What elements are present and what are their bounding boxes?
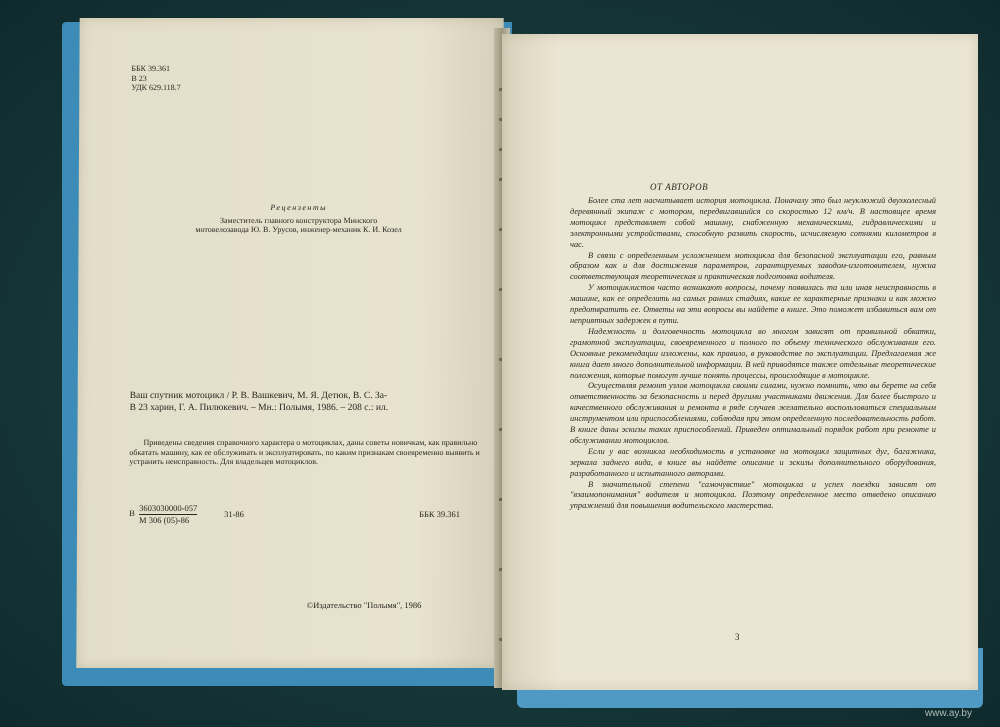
paragraph: Если у вас возникла необходимость в установке на мотоцикл защитных дуг, багажника, зеркала заднего вида, в книге вы найдете описание и эскизы дополнительного оборудования, разработанного и испытанного авторами.: [570, 446, 936, 478]
code-31: 31-86: [224, 509, 244, 519]
paragraph: У мотоциклистов часто возникают вопросы, почему появилась та или иная неисправность в машине, как ее определить на самых ранних стадиях, какие ее характерные признаки и как можно предотвратить ее. Ответы на эти вопросы вы найдете в книге. Это поможет избавиться вам от неприятных задержек в пути.: [570, 283, 936, 325]
paragraph: Более ста лет насчитывает история мотоцикла. Поначалу это был неуклюжий двухколесный деревянный экипаж с мотором, передвигавшийся со скоростью 12 км/ч. В настоящее время мотоцикл представляет собой машину, снабженную механическими, гидравлическими и электронными устройствами, способную развить скорость, исчисляемую сотнями километров в час.: [570, 196, 936, 249]
index-code: В 23: [131, 73, 147, 83]
udk-code: УДК 629.118.7: [131, 83, 181, 92]
reviewers-title: Рецензенты: [270, 203, 328, 212]
left-page: [76, 18, 503, 668]
preface-text: [570, 196, 936, 512]
paragraph: В связи с определенным усложнением мотоцикла для безопасной эксплуатации его, равным образом как и для достижения параметров, гарантируемых заводом-изготовителем, нужна соответствующая теоретическая и практическая подготовка водителя.: [570, 250, 936, 282]
copyright-notice: ©Издательство "Полымя", 1986: [306, 600, 422, 610]
page-number: 3: [735, 632, 740, 642]
watermark: www.ay.by: [924, 708, 972, 719]
annotation-text: Приведены сведения справочного характера о мотоциклах, даны советы новичкам, как правильно обкатать машину, как ее обслуживать и эксплуатировать, по каким признакам своевременно выявить и устранить неисправность. Для владельцев мотоциклов.: [129, 438, 480, 466]
bbk-bottom: ББК 39.361: [419, 509, 461, 519]
reviewers-line: мотовелозавода Ю. В. Урусов, инженер-механик К. И. Козел: [195, 225, 402, 234]
paragraph: Надежность и долговечность мотоцикла во многом зависят от правильной обкатки, грамотной эксплуатации, своевременного и полного по объему технического обслуживания его. Основные рекомендации изложены, как правило, в руководстве по эксплуатации. Предлагаемая же книга дает много дополнительной информации. В ней приводятся также отдельные теоретические положения, которые помогут лучше понять процессы, происходящие в мотоцикле.: [570, 326, 936, 380]
biblio-line: В 23 харин, Г. А. Пилюкевич. – Мн.: Полымя, 1986. – 208 с.: ил.: [129, 403, 389, 413]
code-prefix: В: [129, 508, 135, 518]
paragraph: В значительной степени "самочувствие" мотоцикла и успех поездки зависят от "взаимопонимания" водителя и мотоцикла. Поэтому определенное место отведено описанию упражнений для повышения водительского мастерства.: [570, 479, 936, 511]
bbk-code: ББК 39.361: [131, 64, 170, 73]
publication-codes: [129, 503, 489, 527]
bibliographic-record: [130, 390, 480, 414]
reviewers-block: [119, 203, 479, 235]
code-line2: М 306 (05)-86: [139, 515, 190, 525]
catalog-codes: [131, 64, 181, 93]
code-line1: 3603030000-057: [139, 503, 198, 513]
page-heading: ОТ АВТОРОВ: [650, 182, 709, 192]
paragraph: Осуществляя ремонт узлов мотоцикла своими силами, нужно помнить, что вы берете на себя ответственность за безопасность и перед другими участниками движения. Для более быстрого и качественного обслуживания и ремонта в ряде случаев желательно воспользоваться специальным инструментом или приспособлениями, соблюдая при этом определенную последовательность работ. В книге даны эскизы таких приспособлений. Приведен оптимальный порядок работ при ремонте и обслуживании мотоциклов.: [570, 381, 936, 445]
biblio-line: Ваш спутник мотоцикл / Р. В. Вашкевич, М. Я. Детюк, В. С. За-: [129, 391, 388, 401]
reviewers-line: Заместитель главного конструктора Минского: [219, 215, 378, 225]
